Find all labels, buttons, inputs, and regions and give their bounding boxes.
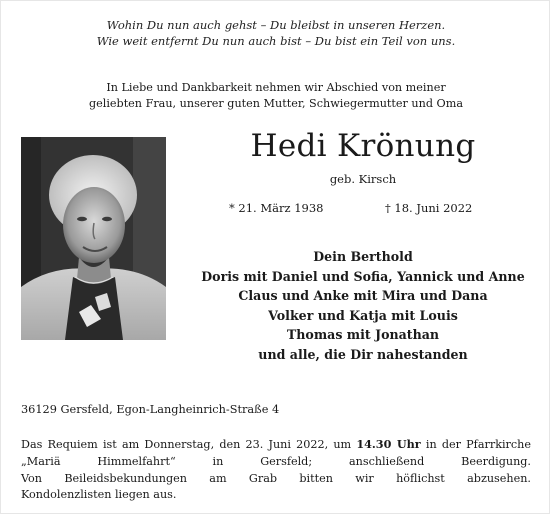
mourner-line: Dein Berthold [313, 249, 413, 264]
family-address: 36129 Gersfeld, Egon-Langheinrich-Straße 4 [21, 403, 280, 416]
poem-line-2: Wie weit entfernt Du nun auch bist – Du bist ein Teil von uns. [96, 34, 456, 48]
poem-line-1: Wohin Du nun auch gehst – Du bleibst in unseren Herzen. [106, 18, 446, 32]
mourner-line: und alle, die Dir nahestanden [258, 346, 468, 362]
funeral-line-4: Kondolenzlisten liegen aus. [21, 488, 177, 502]
death-date: † 18. Juni 2022 [385, 201, 473, 215]
mourner-line: Volker und Katja mit Louis [268, 307, 458, 323]
portrait-photo [21, 137, 166, 340]
birth-date: * 21. März 1938 [229, 201, 324, 215]
mourners-list [197, 247, 529, 364]
mourner-line: Doris mit Daniel und Sofia, Yannick und Anne [201, 268, 525, 284]
requiem-text: Das Requiem ist am Donnerstag, den 23. Juni 2022, um [21, 438, 357, 451]
funeral-line-2: „Mariä Himmelfahrt“ in Gersfeld; anschließend Beerdigung. [21, 454, 531, 468]
requiem-time: 14.30 Uhr [356, 437, 421, 451]
mourner-line: Claus und Anke mit Mira und Dana [238, 288, 488, 303]
funeral-line-1 [21, 436, 531, 454]
deceased-name: Hedi Krönung [250, 128, 476, 164]
poem [1, 17, 550, 49]
mourner-line: Thomas mit Jonathan [286, 327, 440, 342]
intro-line-2: geliebten Frau, unserer guten Mutter, Schwiegermutter und Oma [88, 97, 464, 110]
funeral-line-3: Von Beileidsbekundungen am Grab bitten wir höflichst abzusehen. [21, 471, 531, 485]
intro-text [1, 80, 550, 112]
portrait-illustration [21, 137, 166, 340]
maiden-name: geb. Kirsch [329, 172, 397, 186]
intro-line-1: In Liebe und Dankbarkeit nehmen wir Abschied von meiner [106, 81, 446, 94]
requiem-location: in der Pfarrkirche [420, 438, 531, 451]
funeral-details [21, 436, 531, 504]
